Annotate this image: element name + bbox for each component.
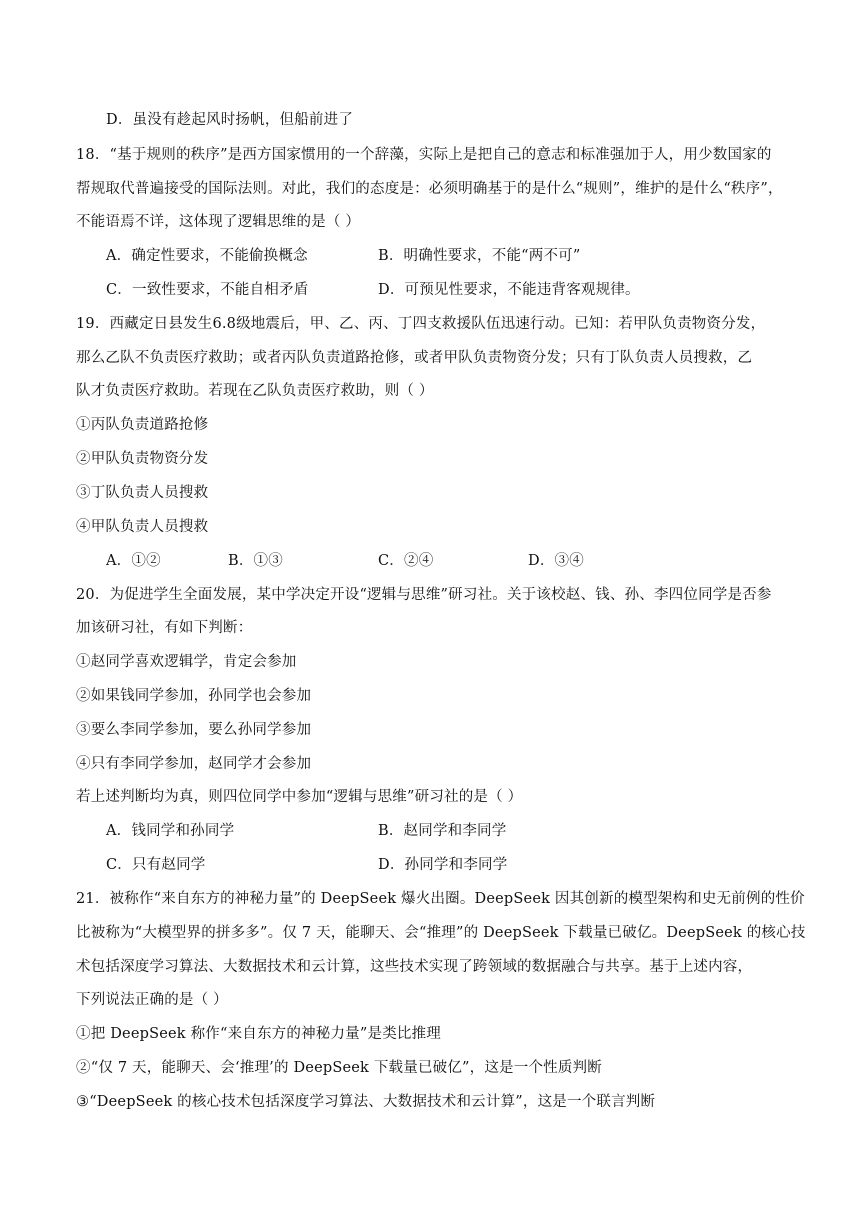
q21-item-3: ③“DeepSeek 的核心技术包括深度学习算法、大数据技术和云计算”，这是一个联言判断 xyxy=(76,1094,656,1110)
q18-option-b: B．明确性要求，不能“两不可” xyxy=(378,248,581,264)
q20-option-a: A．钱同学和孙同学 xyxy=(106,823,235,839)
q19-option-d: D．③④ xyxy=(528,553,584,569)
q18-option-c: C．一致性要求，不能自相矛盾 xyxy=(106,282,309,298)
q21-stem-line-4: 下列说法正确的是（ ） xyxy=(76,992,228,1008)
q20-item-3: ③要么李同学参加，要么孙同学参加 xyxy=(76,722,312,738)
q18-stem-line-2: 帮规取代普遍接受的国际法则。对此，我们的态度是：必须明确基于的是什么“规则”，维护的是什么“秩序”， xyxy=(76,181,783,197)
q19-stem-line-1: 19．西藏定日县发生6.8级地震后，甲、乙、丙、丁四支救援队伍迅速行动。已知：若甲队负责物资分发， xyxy=(76,316,766,332)
q18-stem-line-3: 不能语焉不详，这体现了逻辑思维的是（ ） xyxy=(76,214,361,230)
q19-option-a: A．①② xyxy=(106,553,161,569)
q20-item-2: ②如果钱同学参加，孙同学也会参加 xyxy=(76,688,312,704)
q20-item-4: ④只有李同学参加，赵同学才会参加 xyxy=(76,756,312,772)
q19-option-c: C．②④ xyxy=(378,553,434,569)
q18-stem-line-1: 18．“基于规则的秩序”是西方国家惯用的一个辞藻，实际上是把自己的意志和标准强加于人，用少数国家的 xyxy=(76,147,772,163)
q20-option-d: D．孙同学和李同学 xyxy=(378,857,508,873)
q20-stem-line-1: 20．为促进学生全面发展，某中学决定开设“逻辑与思维”研习社。关于该校赵、钱、孙、李四位同学是否参 xyxy=(76,587,772,603)
q20-question: 若上述判断均为真，则四位同学中参加“逻辑与思维”研习社的是（ ） xyxy=(76,789,523,805)
q17-option-d: D．虽没有趁起风时扬帆，但船前进了 xyxy=(106,112,354,128)
q19-item-3: ③丁队负责人员搜救 xyxy=(76,485,209,501)
q21-item-2: ②“仅 7 天，能聊天、会‘推理’的 DeepSeek 下载量已破亿”，这是一个性质判断 xyxy=(76,1060,602,1076)
q21-stem-line-2: 比被称为“大模型界的拼多多”。仅 7 天，能聊天、会“推理”的 DeepSeek 下载量已破亿。DeepSeek 的核心技 xyxy=(76,925,806,941)
q19-item-1: ①丙队负责道路抢修 xyxy=(76,417,209,433)
q19-stem-line-2: 那么乙队不负责医疗救助；或者丙队负责道路抢修，或者甲队负责物资分发；只有丁队负责人员搜救，乙 xyxy=(76,350,753,366)
q19-item-2: ②甲队负责物资分发 xyxy=(76,451,209,467)
q20-stem-line-2: 加该研习社，有如下判断： xyxy=(76,620,253,636)
q19-item-4: ④甲队负责人员搜救 xyxy=(76,519,209,535)
q21-stem-line-3: 术包括深度学习算法、大数据技术和云计算，这些技术实现了跨领域的数据融合与共享。基于上述内容， xyxy=(76,959,753,975)
q20-option-b: B．赵同学和李同学 xyxy=(378,823,507,839)
q18-option-a: A．确定性要求，不能偷换概念 xyxy=(106,248,308,264)
q19-stem-line-3: 队才负责医疗救助。若现在乙队负责医疗救助，则（ ） xyxy=(76,383,434,399)
q21-stem-line-1: 21．被称作“来自东方的神秘力量”的 DeepSeek 爆火出圈。DeepSeek 因其创新的模型架构和史无前例的性价 xyxy=(76,891,805,907)
q18-option-d: D．可预见性要求，不能违背客观规律。 xyxy=(378,282,640,298)
q20-item-1: ①赵同学喜欢逻辑学，肯定会参加 xyxy=(76,654,297,670)
q21-item-1: ①把 DeepSeek 称作“来自东方的神秘力量”是类比推理 xyxy=(76,1026,441,1042)
q20-option-c: C．只有赵同学 xyxy=(106,857,206,873)
q19-option-b: B．①③ xyxy=(228,553,283,569)
